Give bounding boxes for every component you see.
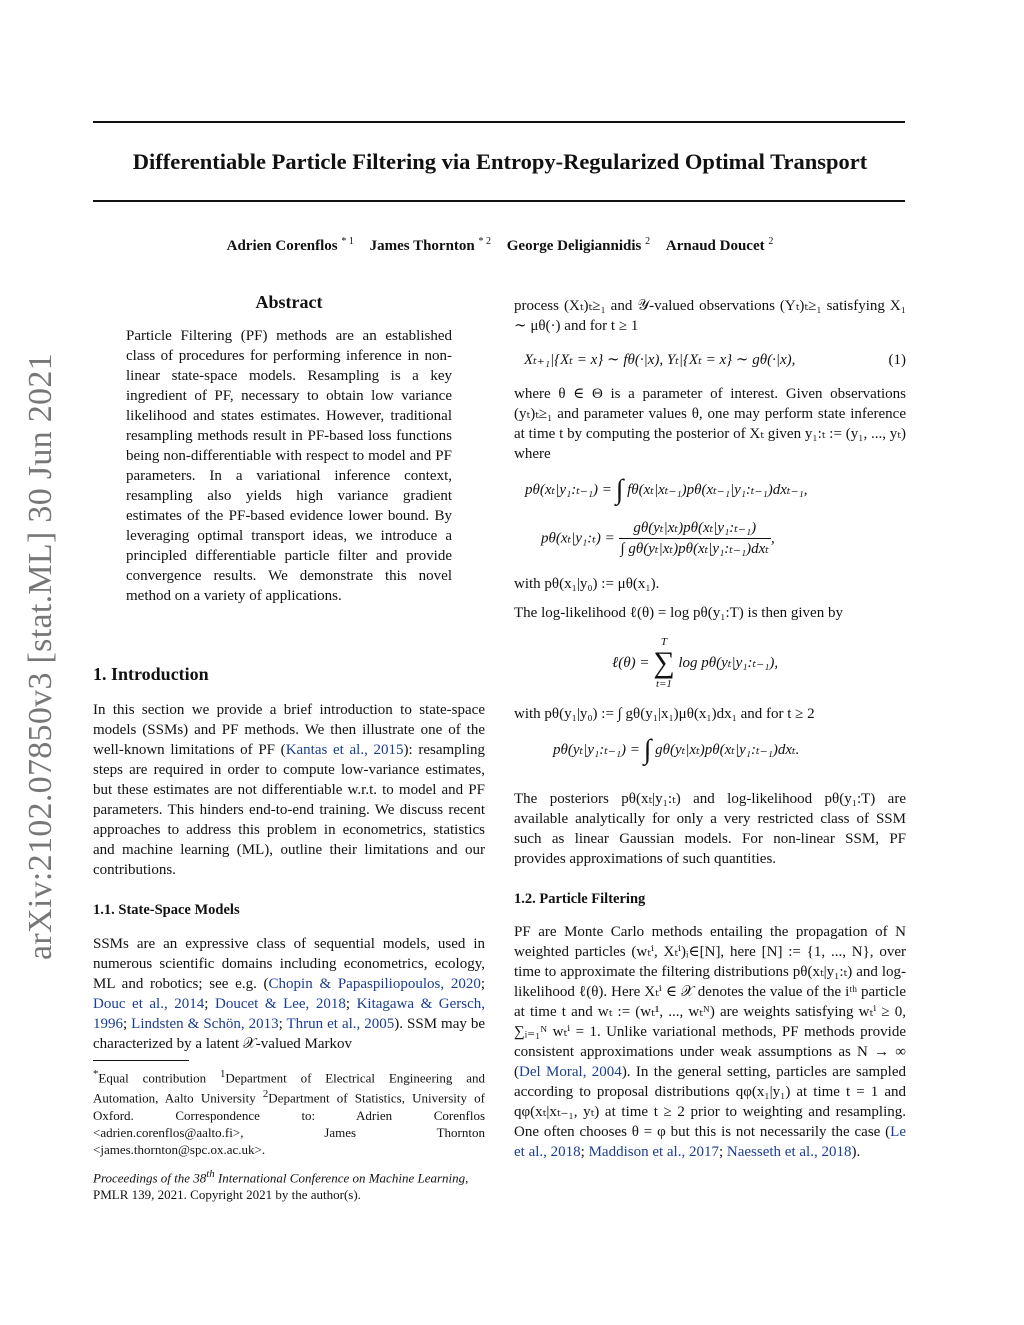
citation-link[interactable]: Chopin & Papaspiliopoulos, 2020	[268, 976, 481, 992]
text-span: Proceedings of the 38	[93, 1170, 207, 1186]
pf-paragraph	[514, 922, 906, 1162]
paper-title: Differentiable Particle Filtering via Entropy-Regularized Optimal Transport	[132, 149, 868, 174]
author-2	[370, 238, 491, 254]
citation-link[interactable]: Maddison et al., 2017	[588, 1144, 719, 1160]
text-span: th	[206, 1168, 215, 1180]
proceedings-note	[93, 1166, 485, 1203]
integral-sign: ∫	[643, 734, 652, 766]
title-bottom-rule	[93, 200, 905, 202]
author-affiliation: 2	[768, 236, 774, 247]
ssm-paragraph	[93, 934, 485, 1054]
abstract-heading: Abstract	[255, 292, 323, 312]
text-span: Department of Electrical Engineering and Automation, Aalto University	[93, 1070, 485, 1106]
subsection-ssm-heading: 1.1. State-Space Models	[93, 902, 240, 918]
sum-upper-limit: T	[660, 636, 667, 648]
summation	[653, 636, 674, 690]
author-affiliation: * 2	[478, 236, 492, 247]
equation-lhs: ℓ(θ) =	[612, 655, 650, 671]
equation-lhs: pθ(xₜ|y₁:ₜ) =	[541, 530, 615, 547]
text-span: ). SSM may be characterized by a latent 𝒳-valued Markov	[93, 1016, 486, 1052]
footnote-mark: *	[93, 1068, 99, 1080]
citation-link[interactable]: Doucet & Lee, 2018	[215, 996, 346, 1012]
sum-lower-limit: t=1	[655, 678, 672, 690]
process-paragraph: process (Xₜ)ₜ≥₁ and 𝒴-valued observations (Yₜ)ₜ≥₁ satisfying X₁ ∼ μθ(·) and for t ≥ 1	[514, 298, 906, 334]
citation-link[interactable]: Naesseth et al., 2018	[726, 1144, 852, 1160]
fraction	[619, 518, 771, 559]
text-span: ;	[278, 1016, 287, 1032]
fraction-denominator: ∫ gθ(yₜ|xₜ)pθ(xₜ|y₁:ₜ₋₁)dxₜ	[620, 541, 769, 557]
abstract-text: Particle Filtering (PF) methods are an established class of procedures for performing inference in non-linear state-space models. Resampling is a key ingredient of PF, necessary to obtain low variance likelihood and states estimates. However, traditional resampling methods result in PF-based loss functions being non-differentiable with respect to model and PF parameters. In a variational inference context, resampling also yields high variance gradient estimates of the PF-based evidence lower bound. By leveraging optimal transport ideas, we introduce a principled differentiable particle filter and provide convergence results. We demonstrate this novel method on a variety of applications.	[126, 328, 452, 604]
equation-rhs: gθ(yₜ|xₜ)pθ(xₜ|y₁:ₜ₋₁)dxₜ.	[655, 742, 800, 758]
author-name: James Thornton	[369, 238, 475, 254]
author-1	[227, 238, 354, 254]
marginal-paragraph: with pθ(y₁|y₀) := ∫ gθ(y₁|x₁)μθ(x₁)dx₁ and for t ≥ 2	[514, 706, 815, 722]
loglik-paragraph: The log-likelihood ℓ(θ) = log pθ(y₁:T) is then given by	[514, 605, 843, 621]
author-name: George Deligiannidis	[506, 238, 642, 254]
section-introduction-heading: 1. Introduction	[93, 664, 209, 684]
text-span: ): resampling steps are required in order to compute low-variance estimates, but these estimates are not differentiable w.r.t. to model and PF parameters. This hinders end-to-end training. We discuss recent approaches to address this problem in econometrics, statistics and machine learning (ML), outline their limitations and our contributions.	[93, 742, 485, 878]
text-span: ). In the general setting, particles are sampled according to proposal distributions qφ(x₁|y₁) at time t = 1 and qφ(xₜ|xₜ₋₁, yₜ) at time t ≥ 2 prior to weighting and resampling. One often chooses θ = φ but this is not necessarily the case (	[514, 1064, 906, 1140]
text-span: ;	[718, 1144, 727, 1160]
equation-filtering: pθ(xₜ|y₁:ₜ) = $\frac{\text{gθ(yₜ|xₜ)pθ(xₜ|y₁:ₜ₋₁)}}{\text{∫ gθ(yₜ|xₜ)pθ(xₜ|y₁:ₜ₋₁)dxₜ}}$ ,	[541, 520, 775, 557]
text-span: In this section we provide a brief introduction to state-space models (SSMs) and PF methods. We then illustrate one of the well-known limitations of PF (	[93, 702, 485, 758]
text-span: ).	[851, 1144, 861, 1160]
equation-loglik	[612, 636, 778, 690]
author-name: Arnaud Doucet	[665, 238, 765, 254]
citation-link[interactable]: Le et al., 2018	[514, 1124, 906, 1160]
text-span: ;	[123, 1016, 132, 1032]
author-name: Adrien Corenflos	[226, 238, 338, 254]
footnote-mark: 1	[219, 1068, 226, 1080]
integral-sign: ∫	[615, 474, 624, 506]
text-span: ;	[345, 996, 357, 1012]
equation-marginal	[553, 734, 800, 766]
subsection-pf-heading: 1.2. Particle Filtering	[514, 891, 646, 907]
arxiv-identifier: arXiv:2102.07850v3 [stat.ML] 30 Jun 2021	[22, 353, 59, 960]
equation-lhs: pθ(xₜ|y₁:ₜ₋₁) =	[525, 482, 612, 498]
author-list	[60, 236, 940, 255]
fraction-numerator: gθ(yₜ|xₜ)pθ(xₜ|y₁:ₜ₋₁)	[619, 518, 771, 539]
posterior-paragraph: where θ ∈ Θ is a parameter of interest. Given observations (yₜ)ₜ≥₁ and parameter values θ, one may perform state inference at time t by computing the posterior of Xₜ given y₁:ₜ := (y₁, ..., yₜ) where	[514, 386, 906, 462]
author-4	[666, 238, 774, 254]
text-span: Equal contribution	[98, 1070, 220, 1086]
text-span: PF are Monte Carlo methods entailing the propagation of N weighted particles (wₜⁱ, Xₜⁱ)ᵢ∈[N], here [N] := {1, ..., N}, over time to approximate the filtering distributions pθ(xₜ|y₁:ₜ) and log-likelihood ℓ(θ). Here Xₜⁱ ∈ 𝒳 denotes the value of the iᵗʰ particle at time t and wₜ := (wₜ¹, ..., wₜᴺ) are weights satisfying wₜⁱ ≥ 0, ∑ᵢ₌₁ᴺ wₜⁱ = 1. Unlike variational methods, PF methods provide consistent approximations under weak assumptions as N → ∞ (	[514, 924, 906, 1080]
footnote-rule	[93, 1060, 189, 1061]
equation-rhs: fθ(xₜ|xₜ₋₁)pθ(xₜ₋₁|y₁:ₜ₋₁)dxₜ₋₁,	[627, 482, 808, 498]
equation-body: Xₜ₊₁|{Xₜ = x} ∼ fθ(·|x), Yₜ|{Xₜ = x} ∼ gθ(·|x),	[524, 352, 796, 368]
equation-1	[524, 350, 906, 370]
citation-link[interactable]: Kitagawa & Gersch, 1996	[93, 996, 486, 1032]
author-3	[507, 238, 650, 254]
equation-lhs: pθ(yₜ|y₁:ₜ₋₁) =	[553, 742, 640, 758]
citation-link[interactable]: Lindsten & Schön, 2013	[131, 1016, 279, 1032]
text-span: Department of Statistics, University of Oxford. Correspondence to: Adrien Corenflos <adrien.corenflos@aalto.fi>, James Thornton <james.thornton@spc.ox.ac.uk>.	[93, 1090, 485, 1157]
author-affiliation: * 1	[341, 236, 354, 247]
footnote-mark: 2	[262, 1088, 269, 1101]
citation-link[interactable]: Kantas et al., 2015	[285, 742, 404, 758]
sigma-icon: ∑	[653, 646, 675, 679]
intro-paragraph	[93, 700, 485, 880]
text-span: ;	[204, 996, 215, 1012]
top-rule	[93, 121, 905, 123]
init-paragraph: with pθ(x₁|y₀) := μθ(x₁).	[514, 576, 660, 592]
equation-rhs: log pθ(yₜ|y₁:ₜ₋₁),	[678, 655, 779, 671]
equation-predictive	[525, 474, 808, 506]
text-span: International Conference on Machine Learning	[214, 1170, 466, 1186]
citation-link[interactable]: Thrun et al., 2005	[286, 1016, 395, 1032]
citation-link[interactable]: Del Moral, 2004	[519, 1064, 622, 1080]
text-span: , PMLR 139, 2021. Copyright 2021 by the author(s).	[93, 1170, 469, 1203]
text-span: ;	[580, 1144, 589, 1160]
author-affiliation: 2	[645, 236, 651, 247]
posteriors-paragraph: The posteriors pθ(xₜ|y₁:ₜ) and log-likelihood pθ(y₁:T) are available analytically for only a very restricted class of SSM such as linear Gaussian models. For non-linear SSM, PF provides approximations of such quantities.	[514, 791, 906, 867]
equation-number: (1)	[888, 352, 906, 368]
text-span: SSMs are an expressive class of sequential models, used in numerous scientific domains including econometrics, ecology, ML and robotics; see e.g. (	[93, 936, 485, 992]
footnote	[93, 1066, 485, 1158]
citation-link[interactable]: Douc et al., 2014	[93, 996, 205, 1012]
text-span: ;	[480, 976, 485, 992]
